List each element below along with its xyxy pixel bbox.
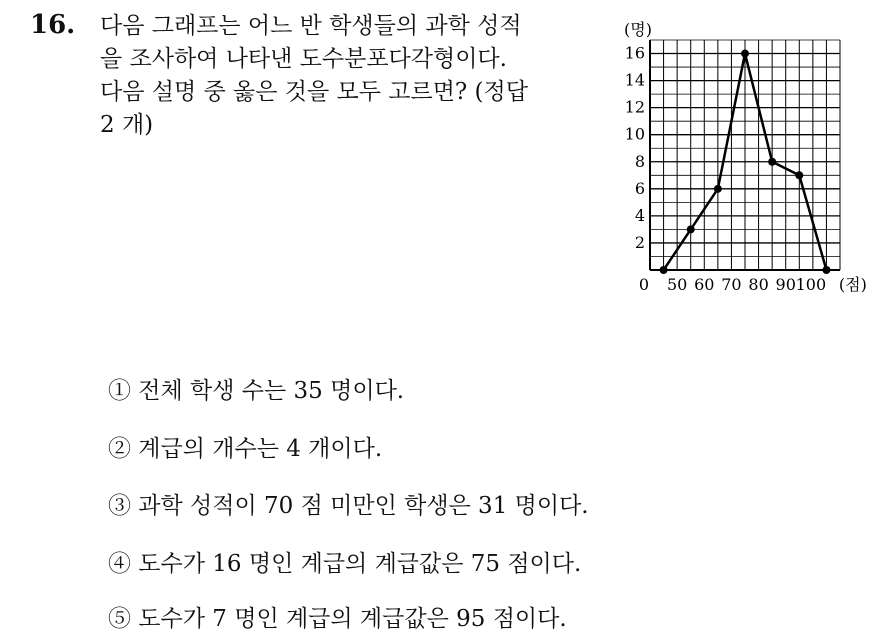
question-line: 2 개) — [100, 112, 154, 138]
option-4[interactable]: ④ 도수가 16 명인 계급의 계급값은 75 점이다. — [108, 551, 582, 577]
option-2[interactable]: ② 계급의 개수는 4 개이다. — [108, 436, 383, 462]
y-tick-label: 16 — [624, 43, 645, 63]
x-tick-label: 60 — [694, 275, 715, 294]
x-axis-label: (점) — [838, 275, 867, 294]
x-tick-label: 0 — [638, 275, 650, 294]
question-line: 다음 그래프는 어느 반 학생들의 과학 성적 — [100, 13, 522, 39]
option-1[interactable]: ① 전체 학생 수는 35 명이다. — [108, 378, 405, 404]
data-point — [660, 266, 668, 274]
x-tick-label: 90 — [775, 275, 796, 294]
y-tick-label: 14 — [624, 70, 645, 90]
y-axis-label: (명) — [624, 20, 652, 39]
y-tick-label: 6 — [634, 178, 645, 198]
x-tick-label: 70 — [721, 275, 742, 294]
y-tick-label: 12 — [624, 97, 645, 117]
data-point — [795, 171, 803, 179]
y-tick-label: 4 — [634, 205, 645, 225]
data-point — [768, 158, 776, 166]
question-line: 다음 설명 중 옳은 것을 모두 고르면? (정답 — [100, 79, 528, 105]
option-3[interactable]: ③ 과학 성적이 70 점 미만인 학생은 31 명이다. — [108, 493, 589, 519]
y-tick-label: 10 — [624, 124, 645, 144]
question-line: 을 조사하여 나타낸 도수분포다각형이다. — [100, 46, 507, 72]
y-tick-label: 2 — [634, 232, 645, 252]
data-point — [822, 266, 830, 274]
data-point — [687, 225, 695, 233]
x-tick-label: 50 — [666, 275, 688, 294]
option-5[interactable]: ⑤ 도수가 7 명인 계급의 계급값은 95 점이다. — [108, 606, 567, 632]
y-tick-label: 8 — [634, 151, 645, 171]
question-number: 16. — [30, 10, 76, 40]
x-tick-label: 100 — [795, 275, 827, 294]
data-point — [741, 50, 749, 58]
x-tick-label: 80 — [748, 275, 769, 294]
data-point — [714, 185, 722, 193]
